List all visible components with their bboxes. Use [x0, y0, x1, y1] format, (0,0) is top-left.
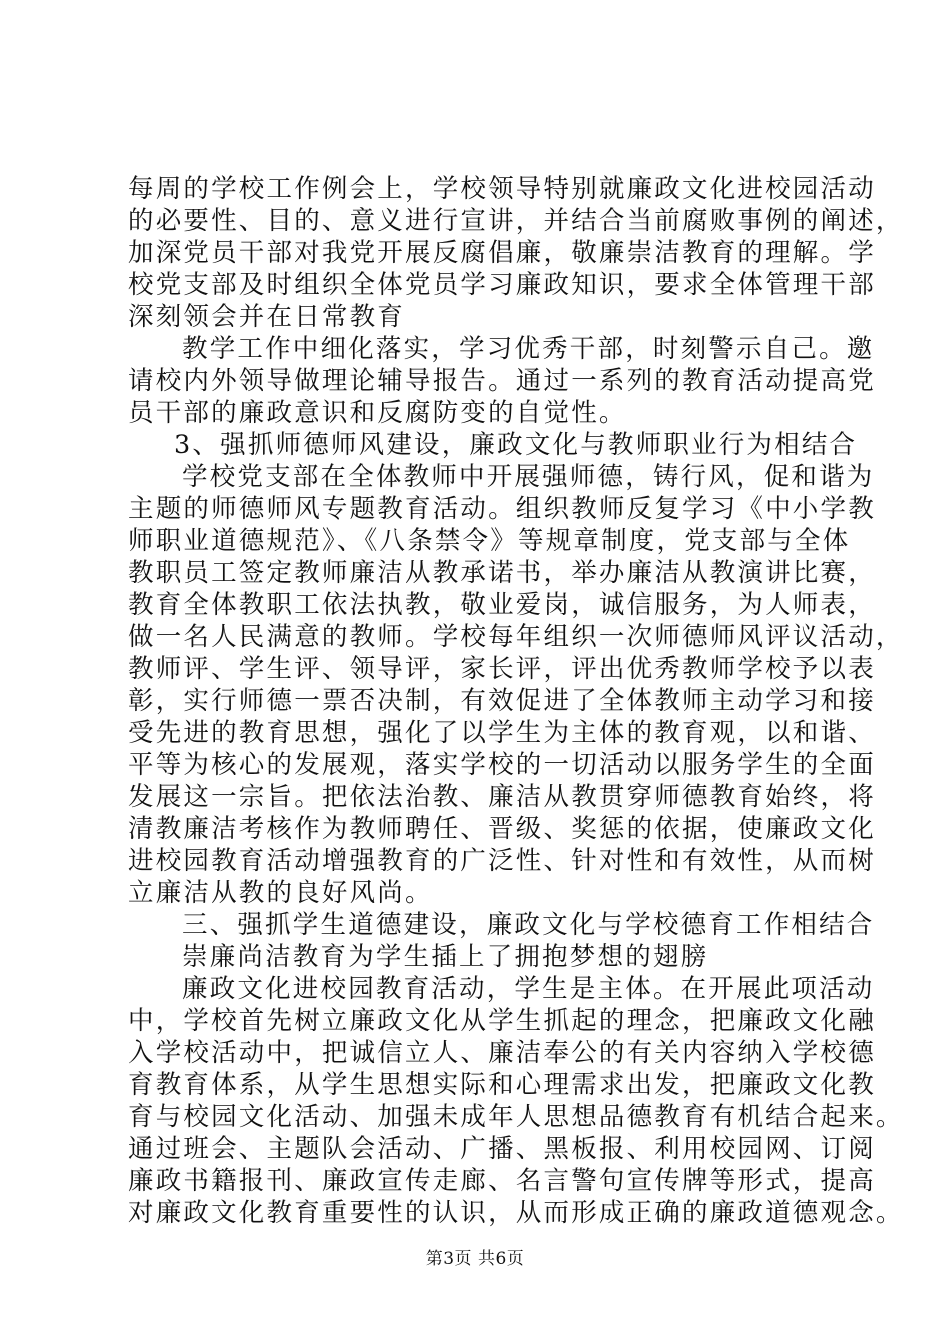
paragraph-start-line: 教学工作中细化落实，学习优秀干部，时刻警示自己。邀 — [182, 334, 875, 364]
text-line: 入学校活动中，把诚信立人、廉洁奉公的有关内容纳入学校德 — [128, 1038, 876, 1068]
text-line: 进校园教育活动增强教育的广泛性、针对性和有效性，从而树 — [128, 846, 876, 876]
text-line: 师职业道德规范》、《八条禁令》等规章制度，党支部与全体 — [128, 526, 851, 556]
text-line: 加深党员干部对我党开展反腐倡廉，敬廉崇洁教育的理解。学 — [128, 238, 876, 268]
paragraph-start-line: 学校党支部在全体教师中开展强师德，铸行风，促和谐为 — [182, 462, 875, 492]
document-body — [128, 173, 904, 1229]
text-line: 彰，实行师德一票否决制，有效促进了全体教师主动学习和接 — [128, 686, 876, 716]
text-line: 主题的师德师风专题教育活动。组织教师反复学习《中小学教 — [128, 494, 876, 524]
text-line: 对廉政文化教育重要性的认识，从而形成正确的廉政道德观念。 — [128, 1198, 904, 1228]
text-line: 教职员工签定教师廉洁从教承诺书，举办廉洁从教演讲比赛， — [128, 558, 876, 588]
section-heading: 三、强抓学生道德建设，廉政文化与学校德育工作相结合 — [182, 910, 875, 940]
text-line: 育教育体系，从学生思想实际和心理需求出发，把廉政文化教 — [128, 1070, 876, 1100]
text-line: 做一名人民满意的教师。学校每年组织一次师德师风评议活动， — [128, 622, 904, 652]
text-line: 深刻领会并在日常教育 — [128, 302, 406, 332]
text-line: 育与校园文化活动、加强未成年人思想品德教育有机结合起来。 — [128, 1102, 904, 1132]
page-number-footer: 第3页 共6页 — [425, 1249, 525, 1269]
subheading-line: 崇廉尚洁教育为学生插上了拥抱梦想的翅膀 — [182, 942, 709, 972]
text-line: 教师评、学生评、领导评，家长评，评出优秀教师学校予以表 — [128, 654, 876, 684]
text-line: 立廉洁从教的良好风尚。 — [128, 878, 433, 908]
text-line: 每周的学校工作例会上，学校领导特别就廉政文化进校园活动 — [128, 174, 876, 204]
text-line: 的必要性、目的、意义进行宣讲，并结合当前腐败事例的阐述， — [128, 206, 904, 236]
paragraph-start-line: 廉政文化进校园教育活动，学生是主体。在开展此项活动 — [182, 974, 875, 1004]
text-line: 发展这一宗旨。把依法治教、廉洁从教贯穿师德教育始终，将 — [128, 782, 876, 812]
text-line: 平等为核心的发展观，落实学校的一切活动以服务学生的全面 — [128, 750, 876, 780]
section-heading: 3、强抓师德师风建设，廉政文化与教师职业行为相结合 — [174, 430, 858, 460]
text-line: 清教廉洁考核作为教师聘任、晋级、奖惩的依据，使廉政文化 — [128, 814, 876, 844]
text-line: 受先进的教育思想，强化了以学生为主体的教育观，以和谐、 — [128, 718, 876, 748]
text-line: 廉政书籍报刊、廉政宣传走廊、名言警句宣传牌等形式，提高 — [128, 1166, 876, 1196]
text-line: 员干部的廉政意识和反腐防变的自觉性。 — [128, 398, 627, 428]
text-line: 教育全体教职工依法执教，敬业爱岗，诚信服务，为人师表， — [128, 590, 876, 620]
text-line: 中，学校首先树立廉政文化从学生抓起的理念，把廉政文化融 — [128, 1006, 876, 1036]
text-line: 请校内外领导做理论辅导报告。通过一系列的教育活动提高党 — [128, 366, 876, 396]
text-line: 通过班会、主题队会活动、广播、黑板报、利用校园网、订阅 — [128, 1134, 876, 1164]
text-line: 校党支部及时组织全体党员学习廉政知识，要求全体管理干部 — [128, 270, 876, 300]
